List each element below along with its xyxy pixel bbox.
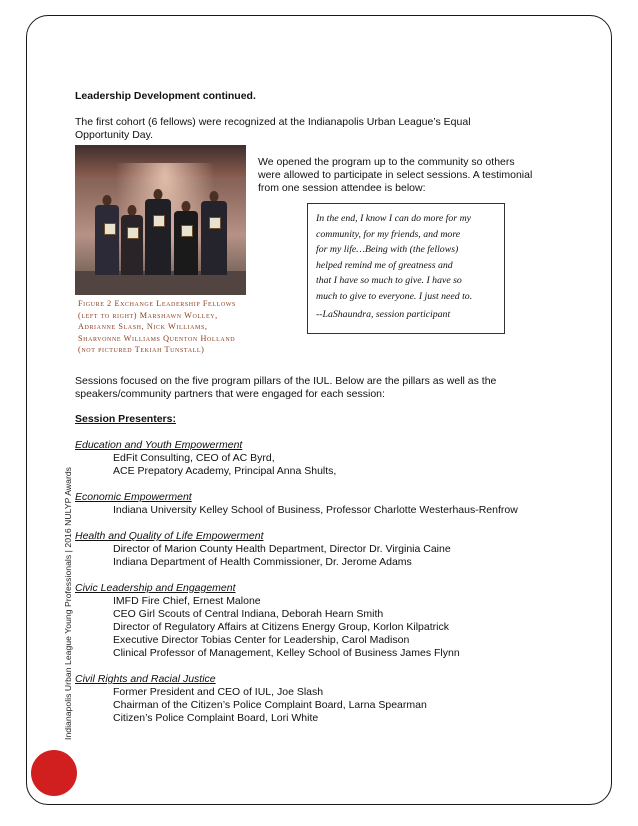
- presenter-item: Director of Regulatory Affairs at Citizens Energy Group, Korlon Kilpatrick: [113, 621, 449, 633]
- presenter-item: Clinical Professor of Management, Kelley School of Business James Flynn: [113, 647, 460, 659]
- pillar-title-civic: Civic Leadership and Engagement: [75, 582, 236, 594]
- presenter-item: Chairman of the Citizen’s Police Complaint Board, Larna Spearman: [113, 699, 427, 711]
- presenter-item: Citizen’s Police Complaint Board, Lori White: [113, 712, 319, 724]
- fellows-photo: [75, 145, 246, 295]
- quote-line: much to give to everyone. I just need to.: [316, 290, 473, 302]
- intro-line-2: Opportunity Day.: [75, 129, 154, 141]
- pillar-title-health: Health and Quality of Life Empowerment: [75, 530, 264, 542]
- side-label: Indianapolis Urban League Young Professionals | 2016 NULYP Awards: [63, 466, 73, 740]
- presenter-item: IMFD Fire Chief, Ernest Malone: [113, 595, 261, 607]
- caption-line: Adrianne Slash, Nick Williams,: [78, 322, 208, 332]
- caption-line: (not pictured Tekiah Tunstall): [78, 345, 205, 355]
- section-heading: Leadership Development continued.: [75, 90, 256, 102]
- quote-line: community, for my friends, and more: [316, 228, 461, 240]
- red-circle-decoration: [31, 750, 77, 796]
- program-line-1: We opened the program up to the community so others: [258, 156, 515, 168]
- photo-caption: [78, 298, 246, 356]
- quote-line: for my life…Being with (the fellows): [316, 244, 459, 255]
- pillar-title-economic: Economic Empowerment: [75, 491, 192, 503]
- presenter-item: Executive Director Tobias Center for Leadership, Carol Madison: [113, 634, 410, 646]
- pillar-title-civil-rights: Civil Rights and Racial Justice: [75, 673, 216, 685]
- pillar-title-education: Education and Youth Empowerment: [75, 439, 243, 451]
- presenter-item: Director of Marion County Health Department, Director Dr. Virginia Caine: [113, 543, 451, 555]
- presenter-item: ACE Prepatory Academy, Principal Anna Shults,: [113, 465, 337, 477]
- sessions-line-2: speakers/community partners that were engaged for each session:: [75, 388, 385, 400]
- caption-line: Sharvonne Williams Quenton Holland: [78, 333, 236, 343]
- presenter-item: Former President and CEO of IUL, Joe Slash: [113, 686, 324, 698]
- testimonial-quote-box: [307, 203, 505, 334]
- presenter-item: Indiana Department of Health Commissioner, Dr. Jerome Adams: [113, 556, 412, 568]
- presenter-item: Indiana University Kelley School of Business, Professor Charlotte Westerhaus-Renfrow: [113, 504, 518, 516]
- program-line-3: from one session attendee is below:: [258, 182, 426, 194]
- presenters-heading: Session Presenters:: [75, 413, 176, 425]
- caption-line: (left to right) Marshawn Wolley,: [78, 310, 218, 320]
- intro-line-1: The first cohort (6 fellows) were recognized at the Indianapolis Urban League’s Equal: [75, 116, 471, 128]
- quote-line: helped remind me of greatness and: [316, 259, 453, 271]
- caption-line: Figure 2 Exchange Leadership Fellows: [78, 299, 236, 308]
- quote-attribution: --LaShaundra, session participant: [316, 309, 451, 320]
- presenter-item: EdFit Consulting, CEO of AC Byrd,: [113, 452, 275, 464]
- sessions-line-1: Sessions focused on the five program pillars of the IUL. Below are the pillars as well as the: [75, 375, 497, 387]
- program-line-2: were allowed to participate in select sessions. A testimonial: [258, 169, 533, 181]
- presenter-item: CEO Girl Scouts of Central Indiana, Deborah Hearn Smith: [113, 608, 384, 620]
- quote-line: that I have so much to give. I have so: [316, 275, 462, 286]
- quote-line: In the end, I know I can do more for my: [316, 213, 471, 224]
